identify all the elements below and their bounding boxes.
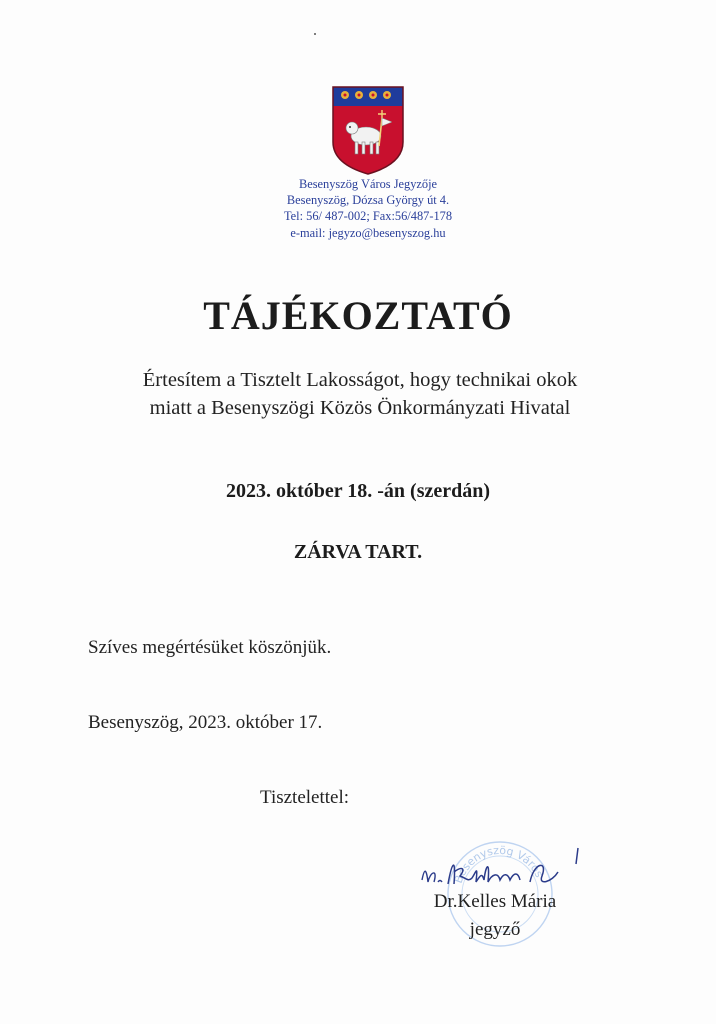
thanks-line: Szíves megértésüket köszönjük. bbox=[88, 637, 332, 658]
letterhead-phone-fax: Tel: 56/ 487-002; Fax:56/487-178 bbox=[283, 209, 453, 224]
letterhead-email: e-mail: jegyzo@besenyszog.hu bbox=[290, 225, 446, 240]
intro-line-1: Értesítem a Tisztelt Lakosságot, hogy technikai okok bbox=[142, 369, 578, 391]
letterhead-office: Besenyszög Város Jegyzője bbox=[298, 177, 438, 191]
svg-text:Besenyszög Város: Besenyszög Város bbox=[451, 843, 546, 886]
coat-of-arms-icon bbox=[330, 84, 406, 176]
intro-line-2: miatt a Besenyszögi Közös Önkormányzati Hivatal bbox=[149, 397, 571, 419]
place-date: Besenyszög, 2023. október 17. bbox=[88, 712, 323, 733]
scan-speck bbox=[314, 33, 316, 35]
signatory-title: jegyző bbox=[469, 919, 521, 940]
intro-paragraph bbox=[60, 366, 660, 422]
regards-line: Tisztelettel: bbox=[260, 787, 350, 808]
handwritten-signature bbox=[418, 842, 588, 898]
closure-date: 2023. október 18. -án (szerdán) bbox=[225, 480, 491, 502]
signatory-name: Dr.Kelles Mária bbox=[433, 891, 557, 912]
document-title: TÁJÉKOZTATÓ bbox=[203, 293, 513, 338]
letterhead bbox=[200, 176, 536, 241]
closed-notice: ZÁRVA TART. bbox=[293, 541, 423, 563]
letterhead-address: Besenyszög, Dózsa György út 4. bbox=[286, 193, 450, 208]
